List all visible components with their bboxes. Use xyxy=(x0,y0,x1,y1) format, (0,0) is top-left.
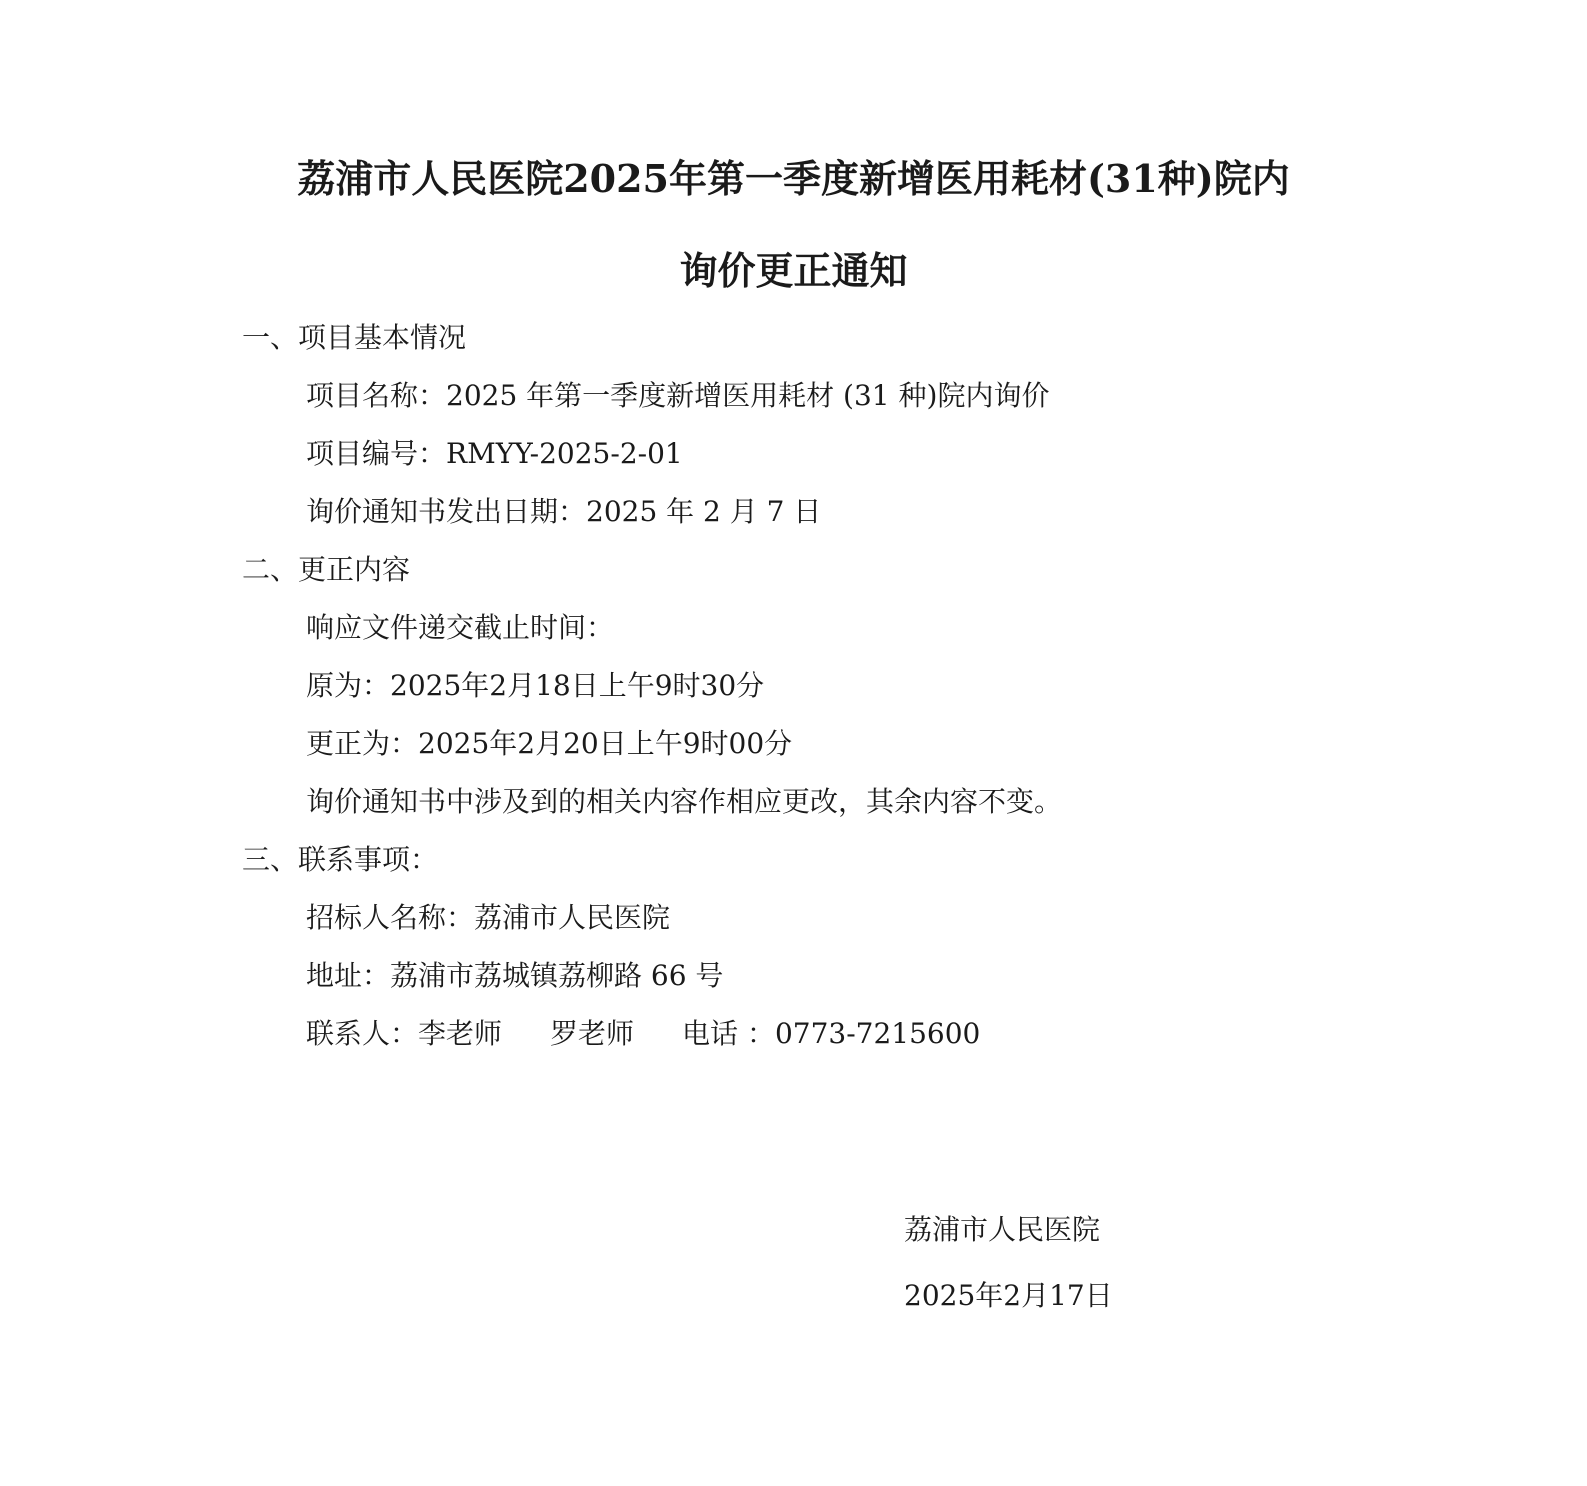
signature-date: 2025年2月17日 xyxy=(904,1279,1113,1312)
section2-heading: 二、更正内容 xyxy=(242,553,411,586)
signature-org: 荔浦市人民医院 xyxy=(904,1213,1101,1246)
bidder-name: 招标人名称：荔浦市人民医院 xyxy=(306,901,671,934)
deadline-label: 响应文件递交截止时间： xyxy=(306,611,615,644)
phone-number: 0773-7215600 xyxy=(774,1017,981,1050)
corrected-deadline: 更正为：2025年2月20日上午9时00分 xyxy=(306,727,793,760)
project-number: 项目编号：RMYY-2025-2-01 xyxy=(306,437,683,470)
contact-line xyxy=(306,1014,980,1054)
contact-label: 联系人： xyxy=(306,1017,419,1050)
document-title-line1: 荔浦市人民医院2025年第一季度新增医用耗材(31种)院内 xyxy=(297,156,1290,201)
phone-label: 电话 ： xyxy=(682,1017,775,1050)
change-note: 询价通知书中涉及到的相关内容作相应更改，其余内容不变。 xyxy=(306,785,1063,818)
issue-date: 询价通知书发出日期：2025 年 2 月 7 日 xyxy=(306,495,822,528)
section1-heading: 一、项目基本情况 xyxy=(242,321,467,354)
document-title-line2: 询价更正通知 xyxy=(679,248,908,293)
contact-person-1: 李老师 xyxy=(418,1017,503,1050)
address: 地址：荔浦市荔城镇荔柳路 66 号 xyxy=(306,959,724,992)
original-deadline: 原为：2025年2月18日上午9时30分 xyxy=(306,669,765,702)
section3-heading: 三、联系事项： xyxy=(242,843,439,876)
project-name: 项目名称：2025 年第一季度新增医用耗材 (31 种)院内询价 xyxy=(306,379,1050,412)
contact-person-2: 罗老师 xyxy=(550,1017,635,1050)
